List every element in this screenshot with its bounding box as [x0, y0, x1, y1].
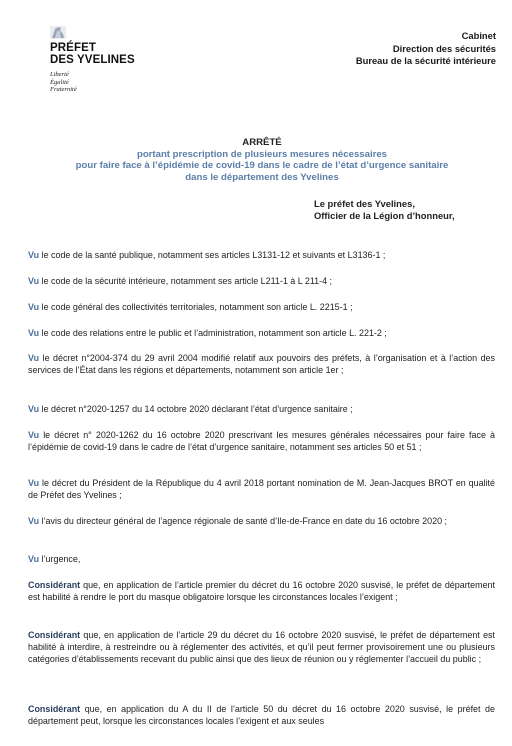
recital-lead: Considérant: [28, 580, 81, 590]
prefecture-logo: [50, 26, 160, 94]
visa-paragraph: [28, 276, 495, 288]
visa-text: l’urgence,: [39, 554, 81, 564]
recital-paragraph: [28, 580, 495, 604]
decree-subject-line-1: portant prescription de plusieurs mesures nécessaires: [136, 148, 388, 160]
visa-text: le décret du Président de la République du 4 avril 2018 portant nomination de M. Jean-Jacques BROT en qualité de Préfet des Yvelines ;: [28, 478, 495, 500]
decree-subject-line-2: pour faire face à l’épidémie de covid-19 dans le cadre de l’état d’urgence sanitaire: [75, 160, 449, 172]
visa-paragraph: [28, 250, 495, 262]
logo-prefet-line: PRÉFET: [50, 42, 96, 54]
visa-paragraph: [28, 478, 495, 502]
visa-lead: Vu: [28, 276, 40, 286]
republic-motto: [50, 71, 160, 94]
logo-department-line: DES YVELINES: [50, 54, 135, 66]
visa-lead: Vu: [28, 478, 40, 488]
signing-authority: [314, 198, 455, 222]
visa-text: le code des relations entre le public et l’administration, notamment son article L. 221-2 ;: [39, 328, 387, 338]
visa-lead: Vu: [28, 516, 40, 526]
recital-text: que, en application de l’article premier du décret du 16 octobre 2020 susvisé, le préfet de département est habilité à rendre le port du masque obligatoire lorsque les circonstances locales l’exigent ;: [28, 580, 495, 602]
motto-egalite: Égalité: [50, 78, 69, 86]
visa-paragraph: [28, 554, 495, 566]
visa-paragraph: [28, 353, 495, 377]
visa-text: le code général des collectivités territoriales, notamment son article L. 2215-1 ;: [39, 302, 353, 312]
visa-lead: Vu: [28, 302, 40, 312]
recital-lead: Considérant: [28, 704, 81, 714]
visa-paragraph: [28, 430, 495, 454]
decree-title: [30, 137, 494, 184]
visa-lead: Vu: [28, 430, 40, 440]
visa-text: le décret n° 2020-1262 du 16 octobre 2020 prescrivant les mesures générales nécessaires pour faire face à l’épidémie de covid-19 dans le cadre de l’état d’urgence sanitaire, notamment ses articles 50 et 51 ;: [28, 430, 495, 452]
visa-paragraph: [28, 516, 495, 528]
recital-lead: Considérant: [28, 630, 81, 640]
issuer-bureau: Bureau de la sécurité intérieure: [355, 55, 496, 67]
visa-lead: Vu: [28, 554, 40, 564]
motto-fraternite: Fraternité: [50, 86, 77, 94]
visa-paragraph: [28, 302, 495, 314]
recital-paragraph: [28, 704, 495, 728]
visa-text: le code de la santé publique, notamment ses articles L3131-12 et suivants et L3136-1 ;: [39, 250, 386, 260]
recital-paragraph: [28, 630, 495, 666]
recital-text: que, en application du A du II de l’article 50 du décret du 16 octobre 2020 susvisé, le préfet de département peut, lorsque les circonstances locales l’exigent et aux seules: [28, 704, 495, 726]
decree-subject-line-3: dans le département des Yvelines: [185, 172, 339, 184]
visa-text: le décret n°2020-1257 du 14 octobre 2020 déclarant l’état d’urgence sanitaire ;: [39, 404, 353, 414]
decree-kind: ARRÊTÉ: [242, 137, 282, 148]
marianne-emblem-icon: [50, 26, 66, 39]
authority-title: Le préfet des Yvelines,: [314, 198, 415, 209]
visa-text: le code de la sécurité intérieure, notamment ses article L211-1 à L 211-4 ;: [39, 276, 333, 286]
visa-lead: Vu: [28, 328, 40, 338]
authority-honour: Officier de la Légion d’honneur,: [314, 210, 455, 221]
issuer-cabinet: Cabinet: [461, 30, 496, 41]
visa-lead: Vu: [28, 250, 40, 260]
issuing-service: [356, 30, 496, 68]
visa-text: le décret n°2004-374 du 29 avril 2004 modifié relatif aux pouvoirs des préfets, à l’organisation et à l’action des services de l’État dans les régions et départements, notamment son article 1er ;: [28, 353, 495, 375]
recital-text: que, en application de l’article 29 du décret du 16 octobre 2020 susvisé, le préfet de département est habilité à interdire, à restreindre ou à réglementer des activités, et qu’il peut fermer provisoirement une ou plusieurs catégories d’établissements recevant du public ainsi que des lieux de réunion ou y réglementer l’accueil du public ;: [28, 630, 495, 664]
issuer-direction: Direction des sécurités: [392, 42, 496, 54]
visa-paragraph: [28, 404, 495, 416]
motto-liberte: Liberté: [50, 71, 69, 78]
visa-lead: Vu: [28, 353, 40, 363]
visa-paragraph: [28, 328, 495, 340]
visa-lead: Vu: [28, 404, 40, 414]
visa-text: l’avis du directeur général de l’agence régionale de santé d’Ile-de-France en date du 16 octobre 2020 ;: [39, 516, 448, 526]
